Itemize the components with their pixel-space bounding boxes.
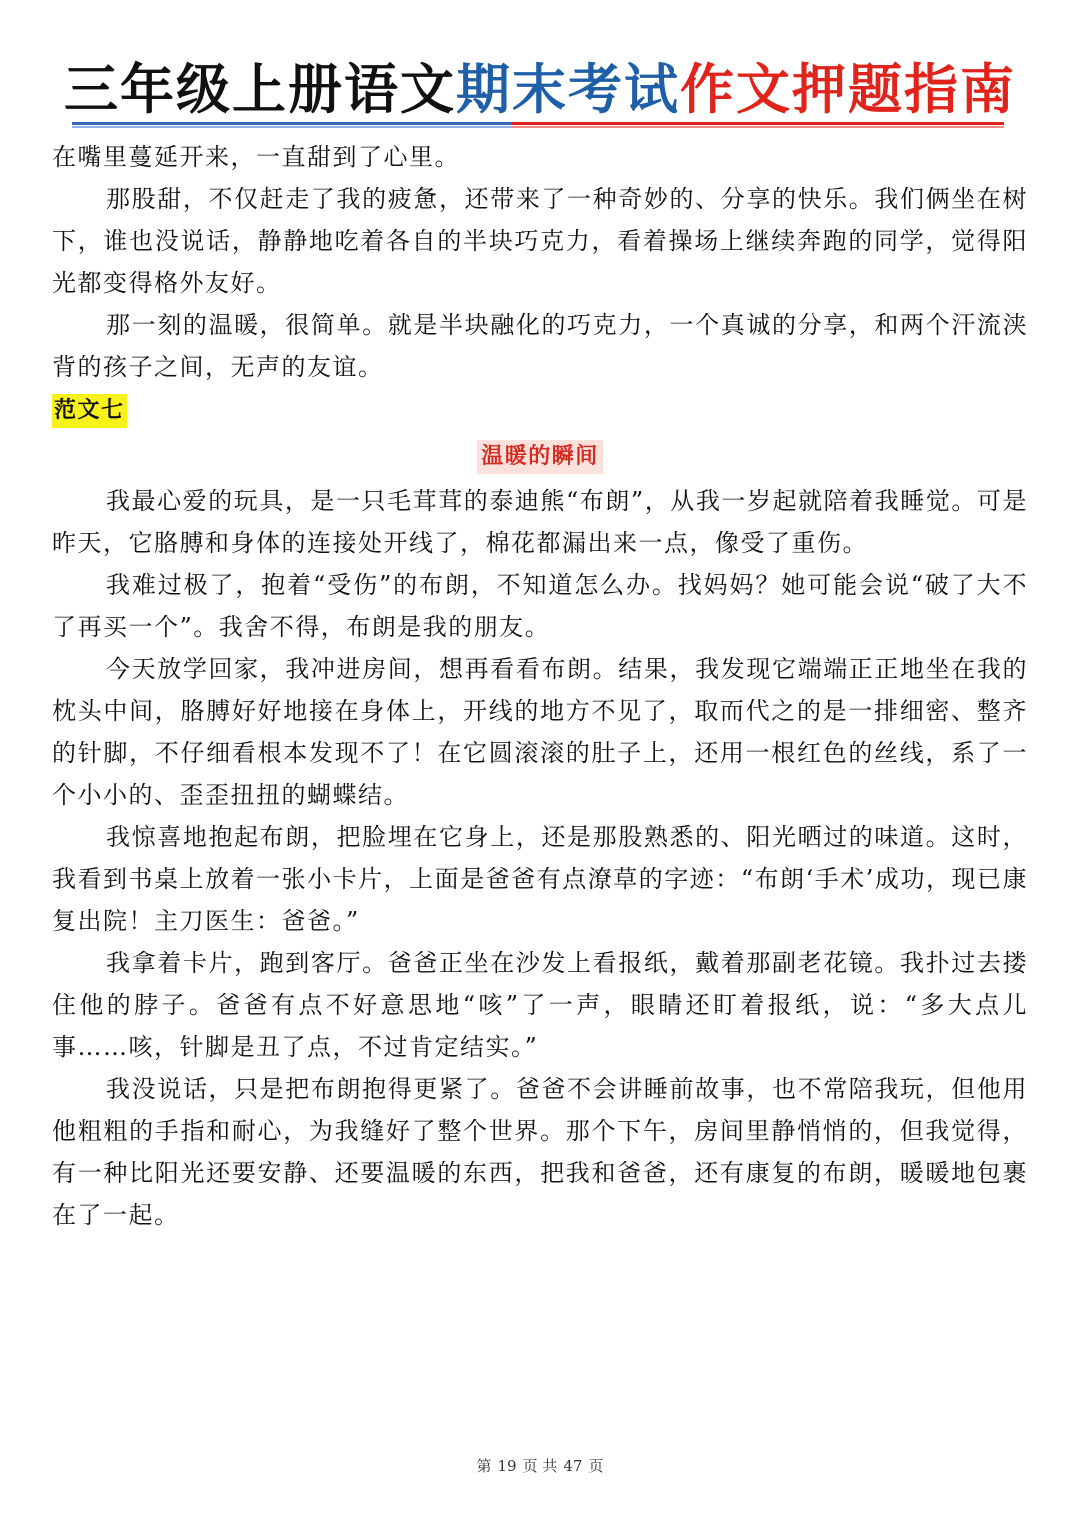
- footer-prefix: 第: [476, 1457, 492, 1475]
- essay-paragraph-2: 我难过极了，抱着“受伤”的布朗，不知道怎么办。找妈妈？她可能会说“破了大不了再买一个”。我舍不得，布朗是我的朋友。: [52, 571, 1028, 641]
- intro-paragraph-2: 那股甜，不仅赶走了我的疲惫，还带来了一种奇妙的、分享的快乐。我们俩坐在树下，谁也没说话，静静地吃着各自的半块巧克力，看着操场上继续奔跑的同学，觉得阳光都变得格外友好。: [52, 185, 1028, 297]
- essay-paragraph-4: 我惊喜地抱起布朗，把脸埋在它身上，还是那股熟悉的、阳光晒过的味道。这时，我看到书桌上放着一张小卡片，上面是爸爸有点潦草的字迹：“布朗‘手术’成功，现已康复出院！主刀医生：爸爸。”: [52, 823, 1028, 935]
- essay-paragraph-3: 今天放学回家，我冲进房间，想再看看布朗。结果，我发现它端端正正地坐在我的枕头中间，胳膊好好地接在身体上，开线的地方不见了，取而代之的是一排细密、整齐的针脚，不仔细看根本发现不了！在它圆滚滚的肚子上，还用一根红色的丝线，系了一个小小的、歪歪扭扭的蝴蝶结。: [52, 655, 1028, 809]
- page-header: [0, 58, 1080, 122]
- essay-paragraph-6: 我没说话，只是把布朗抱得更紧了。爸爸不会讲睡前故事，也不常陪我玩，但他用他粗粗的手指和耐心，为我缝好了整个世界。那个下午，房间里静悄悄的，但我觉得，有一种比阳光还要安静、还要温暖的东西，把我和爸爸，还有康复的布朗，暖暖地包裹在了一起。: [52, 1075, 1028, 1229]
- footer-current-page: 19: [497, 1457, 517, 1475]
- essay-paragraph-5: 我拿着卡片，跑到客厅。爸爸正坐在沙发上看报纸，戴着那副老花镜。我扑过去搂住他的脖子。爸爸有点不好意思地“咳”了一声，眼睛还盯着报纸，说：“多大点儿事……咳，针脚是丑了点，不过肯定结实。”: [52, 949, 1028, 1061]
- essay-paragraph-1: 我最心爱的玩具，是一只毛茸茸的泰迪熊“布朗”，从我一岁起就陪着我睡觉。可是昨天，它胳膊和身体的连接处开线了，棉花都漏出来一点，像受了重伤。: [52, 487, 1028, 557]
- intro-paragraph-3: 那一刻的温暖，很简单。就是半块融化的巧克力，一个真诚的分享，和两个汗流浃背的孩子之间，无声的友谊。: [52, 311, 1028, 381]
- header-underline-red-shadow: [512, 126, 1004, 128]
- essay-label: 范文七: [52, 394, 127, 428]
- header-title-part1: 三年级上册语文: [64, 58, 456, 121]
- page-footer: [0, 1455, 1080, 1476]
- footer-mid: 页 共: [522, 1457, 558, 1475]
- header-title-part2: 期末考试: [456, 58, 680, 121]
- essay-title: 温暖的瞬间: [477, 440, 603, 474]
- essay-label-row: [52, 388, 1028, 430]
- footer-total-pages: 47: [563, 1457, 583, 1475]
- document-body: [52, 136, 1028, 1236]
- footer-suffix: 页: [588, 1457, 604, 1475]
- intro-paragraph-1: 在嘴里蔓延开来，一直甜到了心里。: [52, 143, 460, 171]
- header-underline-red: [512, 122, 1004, 125]
- header-underline-blue: [72, 122, 512, 125]
- header-underline-blue-shadow: [72, 126, 512, 128]
- header-title-part3: 作文押题指南: [680, 58, 1016, 121]
- essay-title-row: [52, 434, 1028, 476]
